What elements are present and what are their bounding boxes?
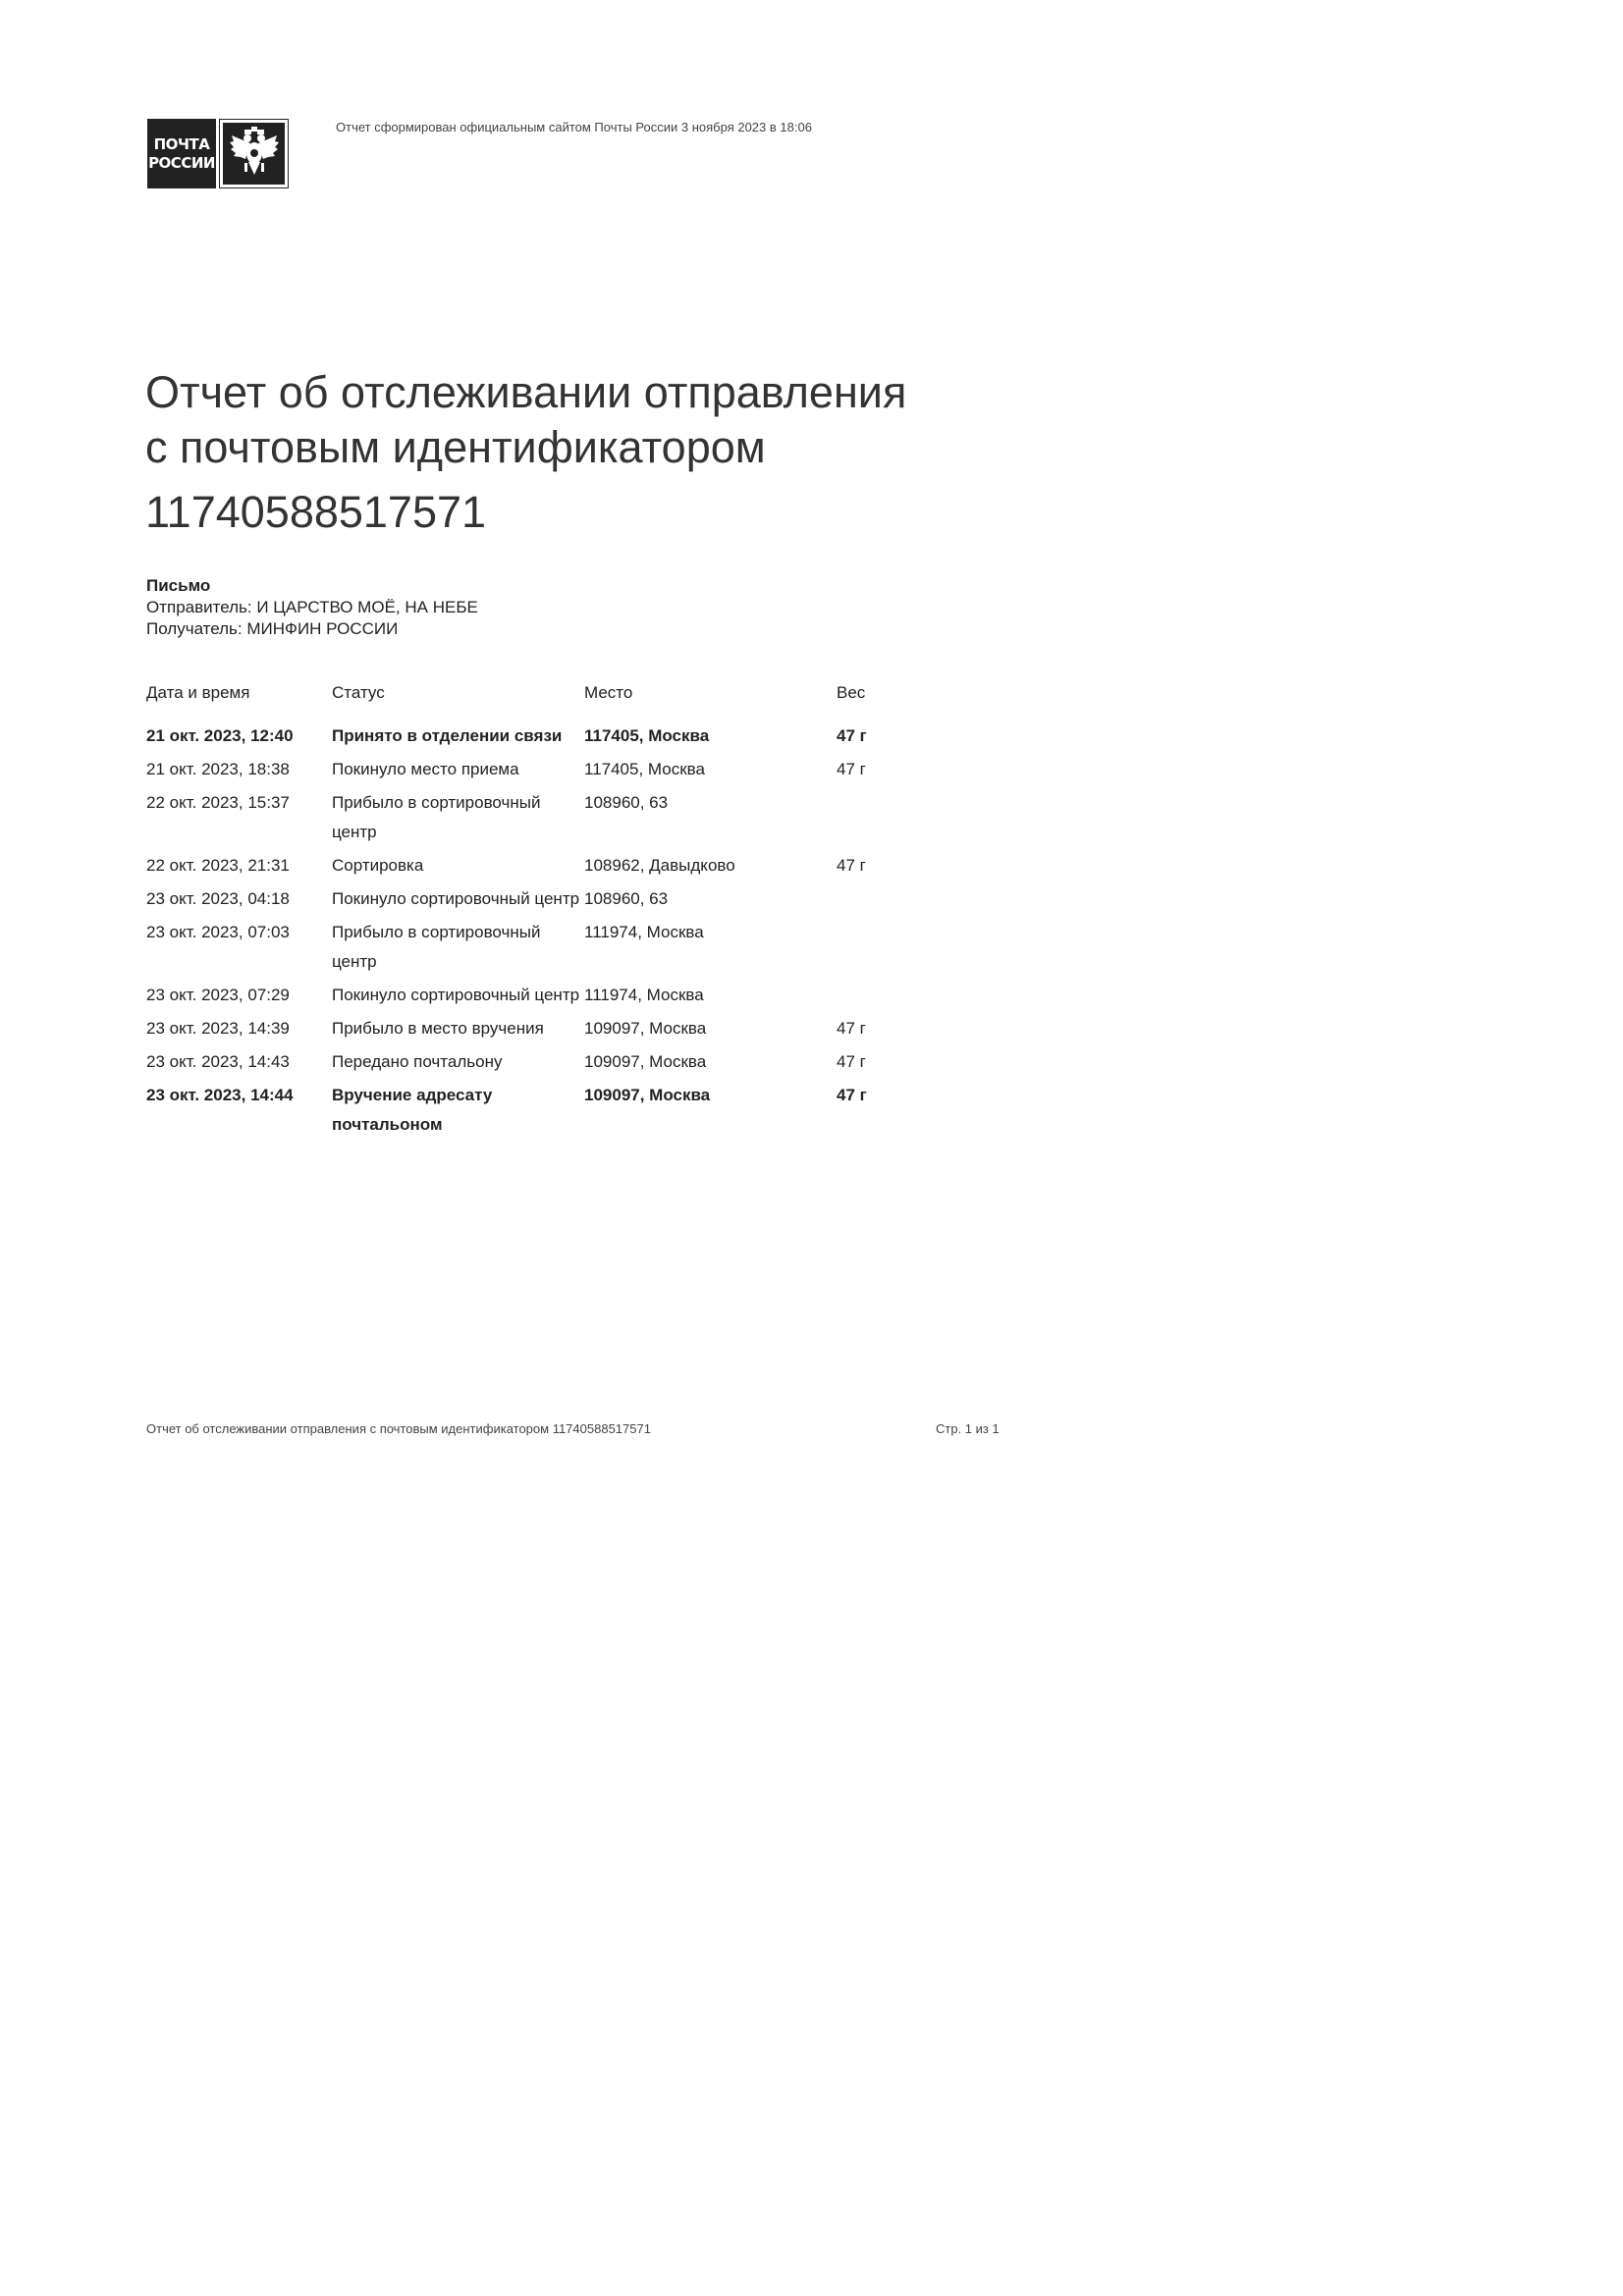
cell-status: Принято в отделении связи — [332, 726, 563, 745]
cell-weight — [837, 981, 893, 1010]
cell-date: 21 окт. 2023, 18:38 — [146, 760, 290, 778]
cell-date: 23 окт. 2023, 14:44 — [146, 1086, 294, 1104]
header-date: Дата и время — [146, 683, 250, 702]
cell-date: 23 окт. 2023, 14:43 — [146, 1052, 290, 1071]
pochta-rossii-logo — [147, 119, 289, 188]
cell-status: Сортировка — [332, 856, 424, 875]
table-row — [146, 1081, 893, 1144]
cell-date: 23 окт. 2023, 07:03 — [146, 923, 290, 941]
table-body — [146, 721, 893, 1144]
cell-weight: 47 г — [837, 1019, 866, 1038]
cell-date: 22 окт. 2023, 21:31 — [146, 856, 290, 875]
logo-wordmark — [147, 119, 216, 188]
page-number: Стр. 1 из 1 — [936, 1421, 1000, 1436]
cell-weight — [837, 788, 893, 847]
cell-place: 109097, Москва — [584, 1086, 711, 1104]
shipment-kind: Письмо — [146, 576, 211, 595]
cell-place: 117405, Москва — [584, 760, 705, 778]
cell-status: Прибыло в место вручения — [332, 1019, 544, 1038]
tracking-table — [146, 680, 893, 1144]
table-row — [146, 755, 893, 788]
header-place: Место — [584, 683, 633, 702]
report-title — [145, 365, 1127, 540]
table-row — [146, 1047, 893, 1081]
cell-weight — [837, 918, 893, 977]
cell-date: 23 окт. 2023, 07:29 — [146, 986, 290, 1004]
cell-place: 108960, 63 — [584, 889, 669, 908]
cell-place: 108962, Давыдково — [584, 856, 735, 875]
cell-status: Прибыло в сортировочный центр — [332, 793, 541, 841]
eagle-emblem-icon — [219, 119, 289, 188]
logo-line-2: РОССИИ — [148, 153, 215, 172]
title-line-1: Отчет об отслеживании отправления — [145, 367, 907, 417]
cell-place: 108960, 63 — [584, 793, 669, 812]
cell-date: 21 окт. 2023, 12:40 — [146, 726, 294, 745]
cell-weight: 47 г — [837, 1086, 867, 1104]
cell-place: 109097, Москва — [584, 1019, 707, 1038]
cell-place: 109097, Москва — [584, 1052, 707, 1071]
table-row — [146, 981, 893, 1014]
cell-place: 117405, Москва — [584, 726, 710, 745]
cell-date: 23 окт. 2023, 04:18 — [146, 889, 290, 908]
cell-date: 22 окт. 2023, 15:37 — [146, 793, 290, 812]
cell-status: Прибыло в сортировочный центр — [332, 923, 541, 971]
shipment-recipient: Получатель: МИНФИН РОССИИ — [146, 619, 399, 638]
tracking-id: 11740588517571 — [145, 487, 487, 537]
logo-line-1: ПОЧТА — [153, 134, 210, 153]
cell-weight: 47 г — [837, 760, 866, 778]
footer-title: Отчет об отслеживании отправления с почтовым идентификатором 11740588517571 — [146, 1421, 651, 1436]
shipment-sender: Отправитель: И ЦАРСТВО МОЁ, НА НЕБЕ — [146, 598, 478, 616]
shipment-info — [146, 575, 478, 640]
cell-status: Покинуло сортировочный центр — [332, 986, 580, 1004]
cell-place: 111974, Москва — [584, 986, 704, 1004]
cell-date: 23 окт. 2023, 14:39 — [146, 1019, 290, 1038]
cell-weight: 47 г — [837, 726, 867, 745]
cell-weight — [837, 884, 893, 914]
table-header — [146, 680, 893, 721]
table-row — [146, 884, 893, 918]
cell-status: Вручение адресату почтальоном — [332, 1086, 493, 1134]
table-row — [146, 721, 893, 755]
report-generated-note: Отчет сформирован официальным сайтом Почты России 3 ноября 2023 в 18:06 — [336, 120, 812, 134]
cell-status: Покинуло сортировочный центр — [332, 889, 580, 908]
cell-weight: 47 г — [837, 856, 866, 875]
cell-place: 111974, Москва — [584, 923, 704, 941]
table-row — [146, 788, 893, 851]
cell-weight: 47 г — [837, 1052, 866, 1071]
cell-status: Передано почтальону — [332, 1052, 503, 1071]
table-row — [146, 851, 893, 884]
header-status: Статус — [332, 683, 385, 702]
title-line-2: с почтовым идентификатором — [145, 422, 766, 472]
table-row — [146, 918, 893, 981]
cell-status: Покинуло место приема — [332, 760, 519, 778]
header-weight: Вес — [837, 683, 866, 702]
table-row — [146, 1014, 893, 1047]
